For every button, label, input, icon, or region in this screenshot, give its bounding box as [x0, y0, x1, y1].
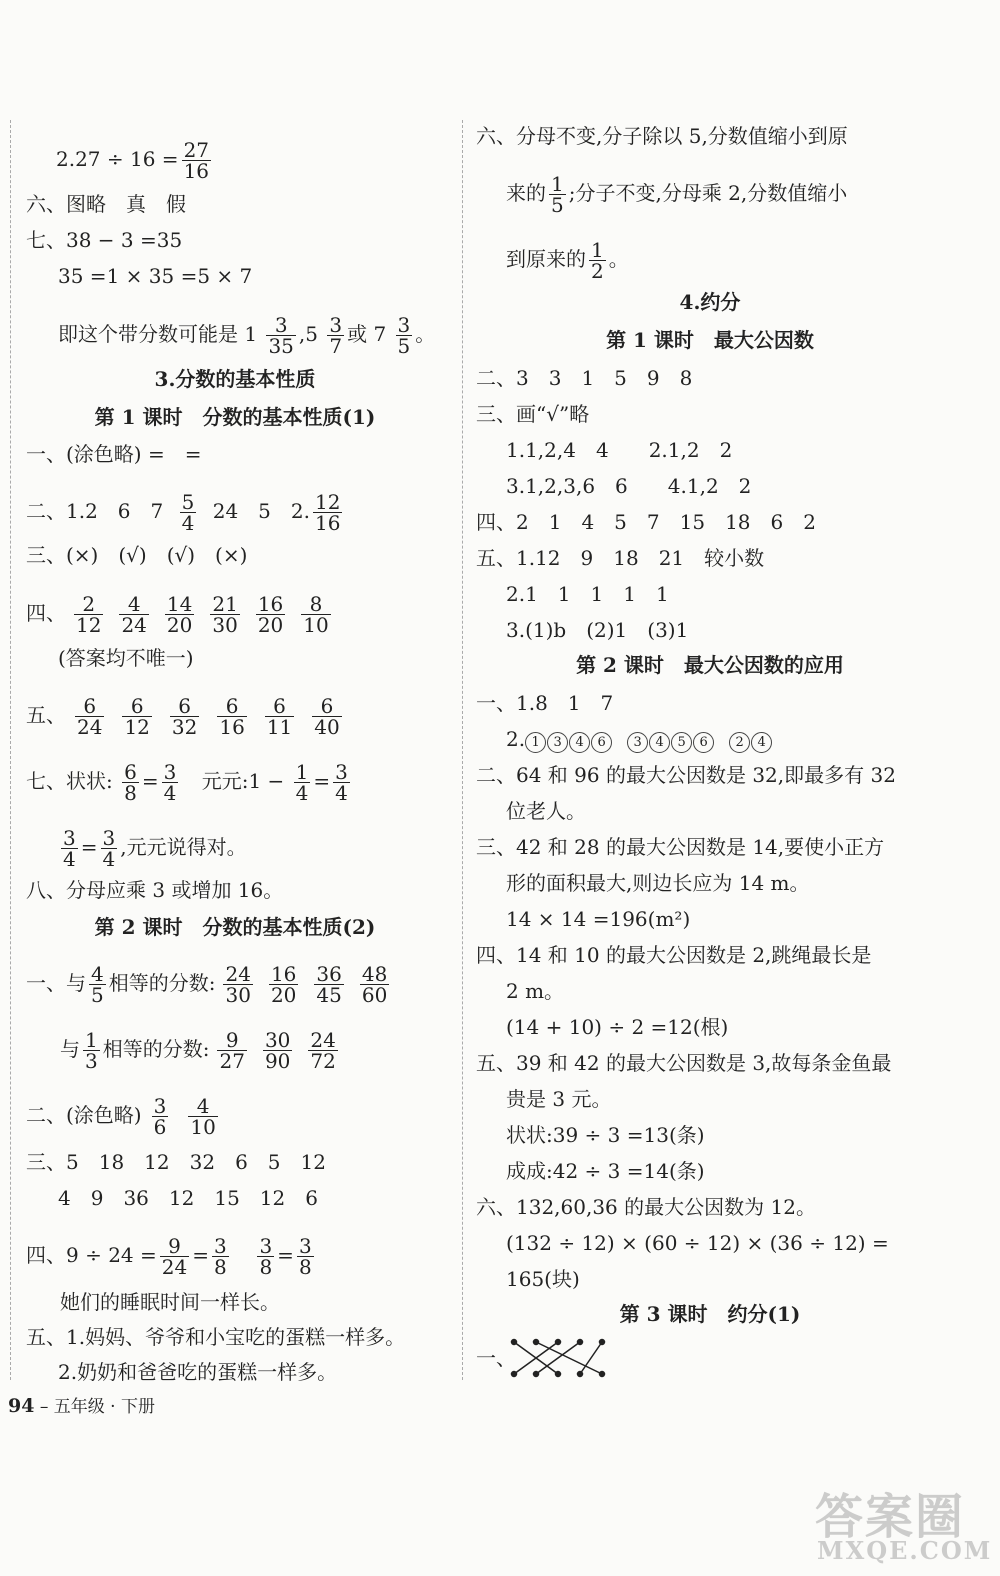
matching-lines-diagram: [508, 1336, 618, 1382]
answer-5-1: 五、1.妈妈、爷爷和小宝吃的蛋糕一样多。: [26, 1325, 406, 1349]
answer-3-area: 14 × 14 =196(m²): [506, 907, 691, 931]
circled-number: 2: [729, 732, 750, 753]
answer-6-line2: 来的 $\frac{1}{5}$ ;分子不变,分母乘 2,分数值缩小: [506, 172, 848, 217]
answer-6: 六、图略 真 假: [26, 192, 186, 216]
fraction: $\frac{36}{45}$: [316, 962, 342, 1007]
answer-2-division: 2.27 ÷ 16 = $\frac{27}{16}$: [56, 138, 210, 183]
column-divider: [462, 120, 463, 1380]
fraction: $\frac{14}{20}$: [166, 592, 193, 637]
answer-3-line1: 三、42 和 28 的最大公因数是 14,要使小正方: [476, 835, 885, 859]
answer-2-line2: 位老人。: [506, 799, 586, 823]
answer-3-3-4: 3.1,2,3,6 6 4.1,2 2: [506, 474, 752, 498]
fraction: $\frac{3}{6}$: [153, 1094, 167, 1139]
circled-number: 4: [569, 732, 590, 753]
answer-7-mixed-number: 即这个带分数可能是 1 $\frac{3}{35}$ ,5 $\frac{3}{7}$ 或 7 $\frac{3}{5}$ 。: [58, 313, 436, 358]
answer-7-compare: 七、状状: $\frac{6}{8}$ = $\frac{3}{4}$ 元元:1 − $\frac{1}{4}$ = $\frac{3}{4}$: [26, 760, 348, 805]
footer-grade: 五年级 · 下册: [53, 1397, 155, 1417]
lesson-title-gcd: 第 1 课时 最大公因数: [606, 328, 814, 352]
section-title-3: 3.分数的基本性质: [154, 367, 316, 391]
circled-number: 4: [751, 732, 772, 753]
fraction: $\frac{6}{32}$: [171, 694, 198, 739]
page-footer: [8, 1392, 155, 1417]
answer-4: 四、2 1 4 5 7 15 18 6 2: [476, 510, 816, 534]
answer-5-1: 五、1.12 9 18 21 较小数: [476, 546, 765, 570]
lesson-title-gcd-application: 第 2 课时 最大公因数的应用: [576, 653, 844, 677]
answer-7-conclusion: $\frac{3}{4}$ = $\frac{3}{4}$ ,元元说得对。: [63, 826, 247, 871]
watermark-title: 答案圈: [815, 1489, 966, 1545]
answer-6-line1-gcd: 六、132,60,36 的最大公因数为 12。: [476, 1195, 816, 1219]
answer-6-line1: 六、分母不变,分子除以 5,分数值缩小到原: [476, 124, 848, 148]
answer-4-count: (14 + 10) ÷ 2 =12(根): [506, 1015, 729, 1039]
fraction: $\frac{6}{24}$: [77, 694, 103, 739]
circled-number: 4: [649, 732, 670, 753]
circled-number: 6: [591, 732, 612, 753]
answer-5-2: 2.奶奶和爸爸吃的蛋糕一样多。: [58, 1360, 338, 1384]
answer-2: 二、1.2 6 7 $\frac{5}{4}$ 24 5 2. $\frac{12}{16}$: [26, 490, 341, 535]
circled-number: 1: [525, 732, 546, 753]
answer-5-cheng: 成成:42 ÷ 3 =14(条): [506, 1159, 705, 1183]
answer-5: 五、 $\frac{6}{24}$ $\frac{6}{12}$ $\frac{6}{32}$ $\frac{6}{16}$ $\frac{6}{11}$ $\frac{6}{40}$: [26, 694, 340, 739]
answer-3-row2: 4 9 36 12 15 12 6: [58, 1186, 318, 1210]
answer-1-2: 2. 1 3 4 6 3 4 5 6 2 4: [506, 727, 773, 753]
answer-6-line3: 到原来的 $\frac{1}{2}$ 。: [506, 238, 629, 283]
answer-5-3: 3.(1)b (2)1 (3)1: [506, 618, 689, 642]
answer-8: 八、分母应乘 3 或增加 16。: [26, 878, 284, 902]
answer-2-line1: 二、64 和 96 的最大公因数是 32,即最多有 32: [476, 763, 896, 787]
fraction: $\frac{4}{24}$: [121, 592, 147, 637]
fraction: $\frac{24}{30}$: [225, 962, 251, 1007]
fraction: $\frac{6}{11}$: [266, 694, 293, 739]
lesson-title-2: 第 2 课时 分数的基本性质(2): [94, 915, 376, 939]
fraction: $\frac{30}{90}$: [264, 1028, 291, 1073]
left-margin-line: [10, 120, 11, 1380]
section-title-4: 4.约分: [679, 290, 741, 314]
answer-1-four-fifths: 一、与 $\frac{4}{5}$ 相等的分数: $\frac{24}{30}$ $\frac{16}{20}$ $\frac{36}{45}$ $\frac{48}{60}$: [26, 962, 388, 1007]
answer-5-line2: 贵是 3 元。: [506, 1087, 612, 1111]
answer-1-one-third: 与 $\frac{1}{3}$ 相等的分数: $\frac{9}{27}$ $\frac{30}{90}$ $\frac{24}{72}$: [60, 1028, 336, 1073]
answer-6-calc: (132 ÷ 12) × (60 ÷ 12) × (36 ÷ 12) =: [506, 1231, 889, 1255]
answer-4-line2: 2 m。: [506, 979, 565, 1003]
answer-3-row1: 三、5 18 12 32 6 5 12: [26, 1150, 326, 1174]
answer-1-matching: 一、: [476, 1346, 516, 1370]
lesson-title-1: 第 1 课时 分数的基本性质(1): [94, 405, 376, 429]
answer-4: 四、 $\frac{2}{12}$ $\frac{4}{24}$ $\frac{14}{20}$ $\frac{21}{30}$ $\frac{16}{20}$ $\frac{8}{10}$: [26, 592, 329, 637]
fraction: $\frac{4}{10}$: [190, 1094, 216, 1139]
fraction: $\frac{6}{40}$: [314, 694, 340, 739]
answer-1-1: 一、1.8 1 7: [476, 691, 614, 715]
page-number: 94: [8, 1395, 35, 1417]
fraction: $\frac{6}{12}$: [124, 694, 150, 739]
fraction: $\frac{2}{12}$: [76, 592, 102, 637]
answer-6-result: 165(块): [506, 1267, 580, 1291]
answer-3-line2: 形的面积最大,则边长应为 14 m。: [506, 871, 810, 895]
answer-4-conclusion: 她们的睡眠时间一样长。: [60, 1290, 280, 1314]
answer-5-line1: 五、39 和 42 的最大公因数是 3,故每条金鱼最: [476, 1051, 892, 1075]
answer-1: 一、(涂色略) = =: [26, 442, 202, 466]
watermark-logo: [815, 1478, 995, 1568]
answer-4-note: (答案均不唯一): [58, 646, 194, 670]
answer-4-sleep: 四、9 ÷ 24 = $\frac{9}{24}$ = $\frac{3}{8}$ $\frac{3}{8}$ = $\frac{3}{8}$: [26, 1234, 312, 1279]
footer-dash: –: [39, 1397, 49, 1417]
fraction: $\frac{24}{72}$: [310, 1028, 336, 1073]
answer-5-2: 2.1 1 1 1 1: [506, 582, 669, 606]
circled-number: 3: [627, 732, 648, 753]
lesson-title-simplify: 第 3 课时 约分(1): [619, 1302, 801, 1326]
answer-7-factor: 35 =1 × 35 =5 × 7: [58, 264, 253, 288]
circled-number: 3: [547, 732, 568, 753]
watermark-url: MXQE.COM: [817, 1536, 993, 1565]
circled-number: 5: [671, 732, 692, 753]
answer-7: 七、38 − 3 =35: [26, 228, 183, 252]
fraction: $\frac{9}{27}$: [219, 1028, 245, 1073]
fraction: $\frac{48}{60}$: [361, 962, 388, 1007]
answer-2-shade: 二、(涂色略) $\frac{3}{6}$ $\frac{4}{10}$: [26, 1094, 216, 1139]
answer-2: 二、3 3 1 5 9 8: [476, 366, 693, 390]
fraction: $\frac{16}{20}$: [257, 592, 284, 637]
answer-4-line1: 四、14 和 10 的最大公因数是 2,跳绳最长是: [476, 943, 872, 967]
answer-3: 三、(×) (√) (√) (×): [26, 543, 248, 567]
circled-number: 6: [693, 732, 714, 753]
fraction: $\frac{21}{30}$: [212, 592, 238, 637]
fraction: $\frac{6}{16}$: [219, 694, 245, 739]
answer-5-zhuang: 状状:39 ÷ 3 =13(条): [506, 1123, 705, 1147]
fraction: $\frac{8}{10}$: [303, 592, 329, 637]
answer-3-1-2: 1.1,2,4 4 2.1,2 2: [506, 438, 733, 462]
fraction: $\frac{16}{20}$: [270, 962, 297, 1007]
answer-3: 三、画“√”略: [476, 402, 590, 426]
